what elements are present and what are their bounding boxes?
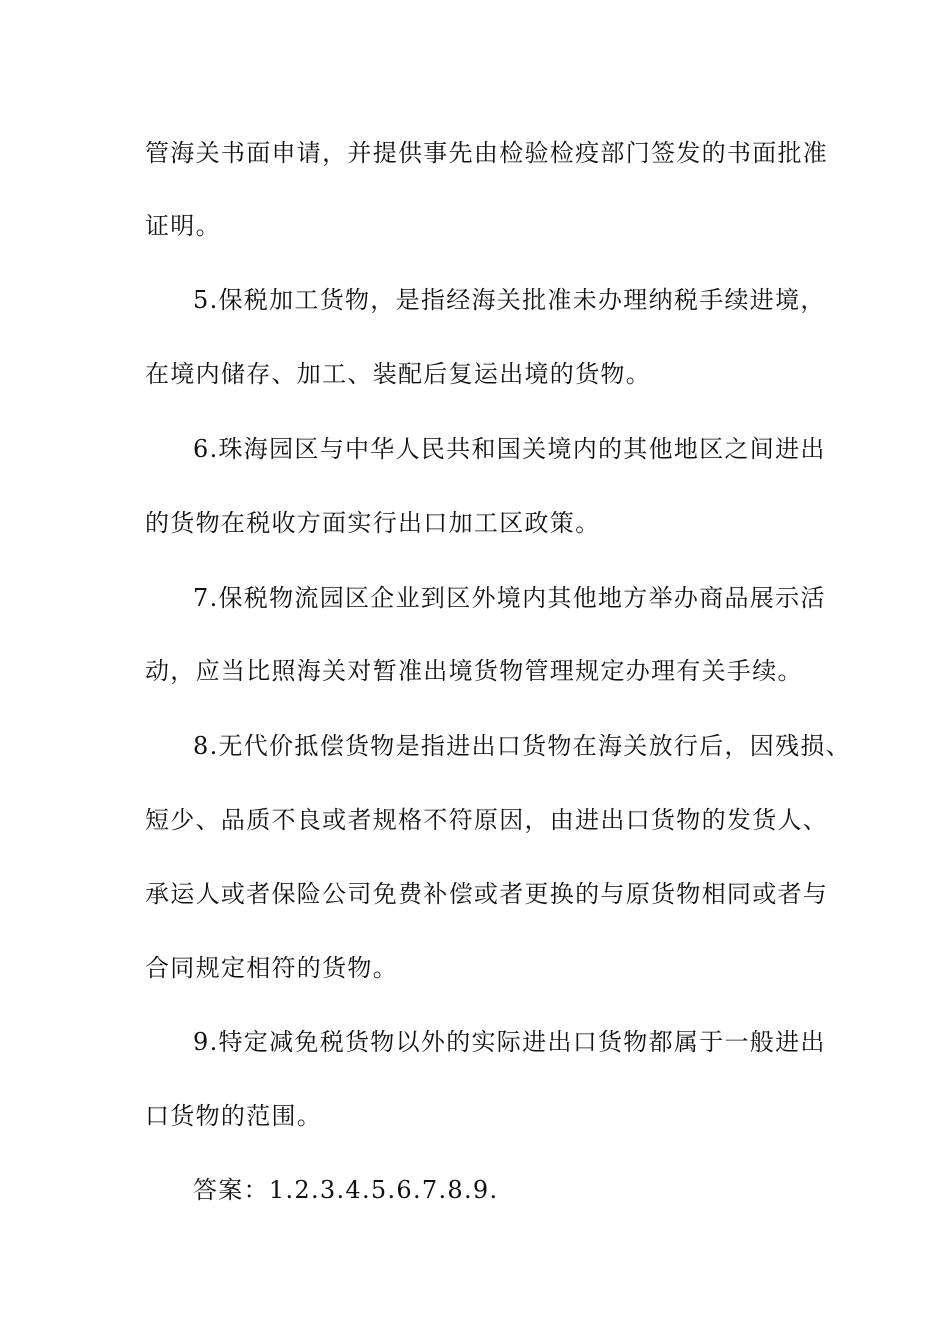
item-9-line-2: 口货物的范围。 <box>145 1102 323 1130</box>
item-6-line-2: 的货物在税收方面实行出口加工区政策。 <box>145 509 601 537</box>
item-6-line-1: 6.珠海园区与中华人民共和国关境内的其他地区之间进出 <box>193 435 826 463</box>
item-8-line-2: 短少、品质不良或者规格不符原因，由进出口货物的发货人、 <box>145 806 829 834</box>
text-line-2: 证明。 <box>145 212 221 240</box>
item-9-line-1: 9.特定减免税货物以外的实际进出口货物都属于一般进出 <box>193 1028 826 1056</box>
item-5-line-2: 在境内储存、加工、装配后复运出境的货物。 <box>145 360 651 388</box>
item-8-line-3: 承运人或者保险公司免费补偿或者更换的与原货物相同或者与 <box>145 880 829 908</box>
item-8-line-4: 合同规定相符的货物。 <box>145 954 398 982</box>
item-5-line-1: 5.保税加工货物，是指经海关批准未办理纳税手续进境， <box>193 286 826 314</box>
item-8-line-1: 8.无代价抵偿货物是指进出口货物在海关放行后，因残损、 <box>193 732 851 760</box>
item-7-line-1: 7.保税物流园区企业到区外境内其他地方举办商品展示活 <box>193 584 826 612</box>
answer-line: 答案：1.2.3.4.5.6.7.8.9. <box>193 1176 499 1204</box>
item-7-line-2: 动，应当比照海关对暂准出境货物管理规定办理有关手续。 <box>145 657 803 685</box>
text-line-1: 管海关书面申请，并提供事先由检验检疫部门签发的书面批准 <box>145 139 829 167</box>
